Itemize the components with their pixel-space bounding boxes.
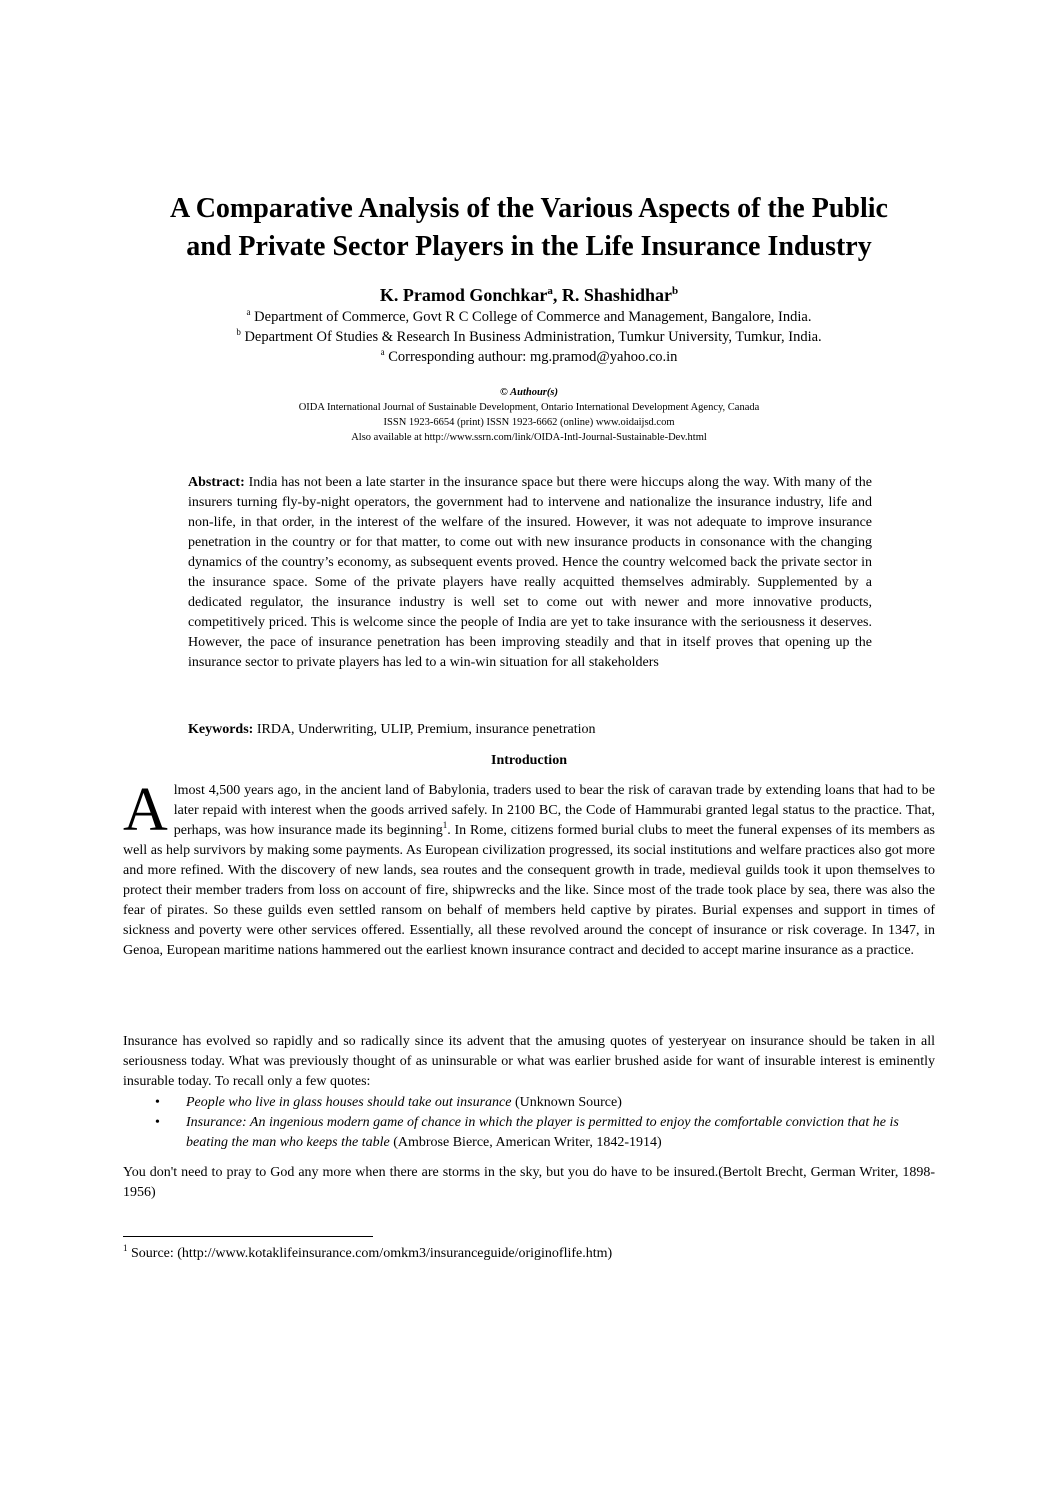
author-name: R. Shashidhar: [561, 285, 672, 305]
title-line-2: and Private Sector Players in the Life Insurance Industry: [186, 231, 872, 262]
paragraph-text: . In Rome, citizens formed burial clubs to meet the funeral expenses of its members as well as help survivors by making some payments. As European civilization progressed, its social institutions and welfare practices also got more and more refined. With the discovery of new lands, sea routes and the consequent growth in trade, medieval guilds took it upon themselves to protect their member traders from loss on account of fire, shipwrecks and the like. Since most of the trade took place by sea, there was also the fear of pirates. So these guilds even settled ransom on behalf of members held captive by pirates. Burial expenses and support in times of sickness and poverty were other services offered. Essentially, all these revolved around the concept of insurance or risk coverage. In 1347, in Genoa, European maritime nations hammered out the earliest known insurance contract and decided to accept marine insurance as a practice.: [123, 823, 935, 958]
paper-title: [90, 190, 968, 266]
footnote-number: 1: [123, 1243, 128, 1253]
abstract-label: Abstract:: [188, 475, 245, 490]
corresponding-author-text: Corresponding authour: mg.pramod@yahoo.co.in: [388, 349, 678, 365]
affiliation-b: [0, 327, 1058, 347]
footnote-divider: [123, 1236, 373, 1237]
footnote: [123, 1244, 935, 1264]
copyright-line: © Authour(s): [500, 387, 558, 398]
quote-source: (Unknown Source): [511, 1095, 622, 1110]
list-item: [123, 1113, 935, 1153]
footnote-marker: 1: [442, 820, 448, 830]
quote-list: [123, 1093, 935, 1153]
author-affiliation-marker: b: [671, 285, 679, 297]
affiliation-marker: a: [380, 347, 385, 357]
affiliation-a: [0, 307, 1058, 327]
keywords: [188, 720, 872, 740]
intro-paragraph-3: You don't need to pray to God any more when there are storms in the sky, but you do have to be insured.(Bertolt Brecht, German Writer, 1898-1956): [123, 1165, 935, 1200]
quote-text: People who live in glass houses should take out insurance: [186, 1095, 512, 1110]
paragraph-text: lmost 4,500 years ago, in the ancient land of Babylonia, traders used to bear the risk of caravan trade by extending loans that had to be later repaid with interest when the goods arrived safely. In 2100 BC, the Code of Hammurabi granted legal status to the practice. That, perhaps, was how insurance made its beginning: [173, 783, 935, 838]
intro-paragraph-1: [123, 776, 935, 961]
bullet-icon: •: [155, 1115, 160, 1130]
bullet-icon: •: [155, 1095, 160, 1110]
author-name: K. Pramod Gonchkar: [379, 285, 548, 305]
footnote-text: Source: (http://www.kotaklifeinsurance.com/omkm3/insuranceguide/originoflife.htm): [127, 1246, 613, 1261]
issn-line: ISSN 1923-6654 (print) ISSN 1923-6662 (online) www.oidaijsd.com: [383, 417, 675, 428]
availability-line: Also available at http://www.ssrn.com/link/OIDA-Intl-Journal-Sustainable-Dev.html: [351, 432, 707, 443]
affiliation-marker: b: [236, 327, 241, 337]
section-heading-introduction: Introduction: [491, 753, 567, 768]
author-affiliation-marker: a: [547, 285, 553, 297]
keywords-label: Keywords:: [188, 722, 254, 737]
intro-paragraph-2: Insurance has evolved so rapidly and so radically since its advent that the amusing quotes of yesteryear on insurance should be taken in all seriousness today. What was previously thought of as uninsurable or what was earlier brushed aside for want of insurable interest is eminently insurable today. To recall only a few quotes:: [123, 1034, 935, 1089]
title-line-1: A Comparative Analysis of the Various Aspects of the Public: [170, 193, 888, 224]
author-separator: ,: [552, 285, 562, 305]
affiliation-marker: a: [246, 307, 251, 317]
author-list: [0, 284, 1058, 306]
affiliation-text: Department of Commerce, Govt R C College of Commerce and Management, Bangalore, India.: [254, 309, 812, 325]
drop-cap: A: [123, 776, 168, 844]
abstract: [188, 473, 872, 673]
keywords-text: IRDA, Underwriting, ULIP, Premium, insurance penetration: [253, 722, 596, 737]
quote-text: Insurance: An ingenious modern game of chance in which the player is permitted to enjoy the comfortable conviction that he is beating the man who keeps the table: [186, 1115, 899, 1150]
corresponding-author: [0, 347, 1058, 367]
journal-line: OIDA International Journal of Sustainable Development, Ontario International Development Agency, Canada: [298, 402, 760, 413]
abstract-text: India has not been a late starter in the insurance space but there were hiccups along the way. With many of the insurers turning fly-by-night operators, the government had to intervene and nationalize the insurance industry, life and non-life, in that order, in the interest of the welfare of the insured. However, it was not adequate to improve insurance penetration in the country or for that matter, to come out with new insurance products in consonance with the changing dynamics of the country’s economy, as subsequent events proved. Hence the country welcomed back the private sector in the insurance space. Some of the private players have really acquitted themselves admirably. Supplemented by a dedicated regulator, the insurance industry is well set to come out with newer and more innovative products, competitively priced. This is welcome since the people of India are yet to take insurance with the seriousness it deserves. However, the pace of insurance penetration has been improving steadily and that in itself proves that opening up the insurance sector to private players has led to a win-win situation for all stakeholders: [188, 475, 872, 670]
list-item: [123, 1093, 935, 1113]
affiliation-text: Department Of Studies & Research In Business Administration, Tumkur University, Tumkur, India.: [244, 329, 822, 345]
quote-source: (Ambrose Bierce, American Writer, 1842-1914): [389, 1135, 662, 1150]
